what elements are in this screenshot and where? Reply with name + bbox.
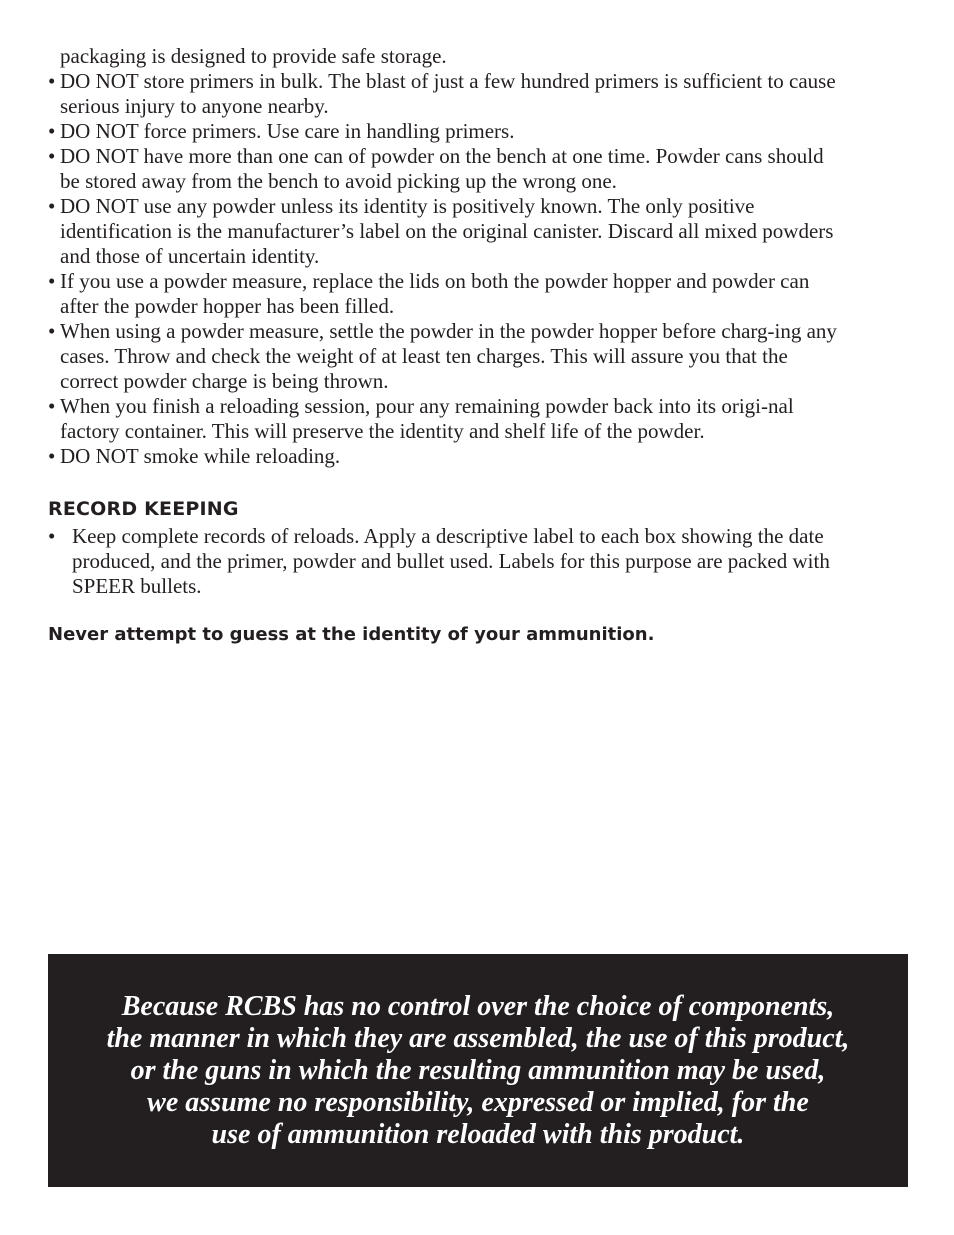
- safety-bullet-item: [48, 69, 848, 119]
- safety-bullet-item: [48, 44, 848, 69]
- bullet-mark: •: [48, 524, 56, 548]
- safety-bullet-item: [48, 194, 848, 269]
- disclaimer-text: [107, 991, 850, 1151]
- bullet-mark: •: [48, 394, 56, 418]
- safety-bullet-text: packaging is designed to provide safe storage.: [60, 44, 447, 68]
- record-keeping-list: [48, 524, 848, 599]
- bullet-mark: •: [48, 269, 56, 293]
- ammunition-warning: Never attempt to guess at the identity of your ammunition.: [48, 624, 655, 645]
- disclaimer-line: we assume no responsibility, expressed or implied, for the: [147, 1086, 809, 1118]
- safety-bullet-item: [48, 319, 848, 394]
- record-keeping-text: Keep complete records of reloads. Apply a descriptive label to each box showing the date produced, and the primer, powder and bullet used. Labels for this purpose are packed with SPEER bullets.: [72, 524, 830, 598]
- disclaimer-box: [48, 954, 908, 1187]
- disclaimer-line: Because RCBS has no control over the choice of components,: [121, 990, 835, 1022]
- safety-bullet-text: DO NOT smoke while reloading.: [60, 444, 341, 468]
- bullet-mark: •: [48, 194, 56, 218]
- safety-bullet-item: [48, 269, 848, 319]
- disclaimer-line: or the guns in which the resulting ammunition may be used,: [130, 1054, 826, 1086]
- safety-bullet-text: DO NOT store primers in bulk. The blast of just a few hundred primers is sufficient to cause serious injury to anyone nearby.: [60, 69, 836, 118]
- record-keeping-heading: RECORD KEEPING: [48, 498, 239, 520]
- disclaimer-line: use of ammunition reloaded with this product.: [211, 1118, 745, 1150]
- safety-bullet-item: [48, 119, 848, 144]
- disclaimer-line: the manner in which they are assembled, the use of this product,: [106, 1022, 850, 1054]
- safety-bullet-text: DO NOT force primers. Use care in handling primers.: [60, 119, 515, 143]
- safety-bullet-text: When you finish a reloading session, pour any remaining powder back into its origi-nal factory container. This will preserve the identity and shelf life of the powder.: [60, 394, 794, 443]
- safety-bullet-text: When using a powder measure, settle the powder in the powder hopper before charg-ing any cases. Throw and check the weight of at least ten charges. This will assure you that the correct powder charge is being thrown.: [60, 319, 837, 393]
- safety-bullet-list: [48, 44, 848, 469]
- bullet-mark: •: [48, 319, 56, 343]
- safety-bullet-text: If you use a powder measure, replace the lids on both the powder hopper and powder can after the powder hopper has been filled.: [60, 269, 810, 318]
- safety-bullet-item: [48, 144, 848, 194]
- bullet-mark: •: [48, 444, 56, 468]
- bullet-mark: •: [48, 144, 56, 168]
- safety-bullet-text: DO NOT have more than one can of powder on the bench at one time. Powder cans should be stored away from the bench to avoid picking up the wrong one.: [60, 144, 824, 193]
- safety-bullet-item: [48, 444, 848, 469]
- safety-bullet-item: [48, 394, 848, 444]
- record-keeping-item: [48, 524, 848, 599]
- bullet-mark: •: [48, 119, 56, 143]
- safety-bullet-text: DO NOT use any powder unless its identity is positively known. The only positive identification is the manufacturer’s label on the original canister. Discard all mixed powders and those of uncertain identity.: [60, 194, 834, 268]
- bullet-mark: •: [48, 69, 56, 93]
